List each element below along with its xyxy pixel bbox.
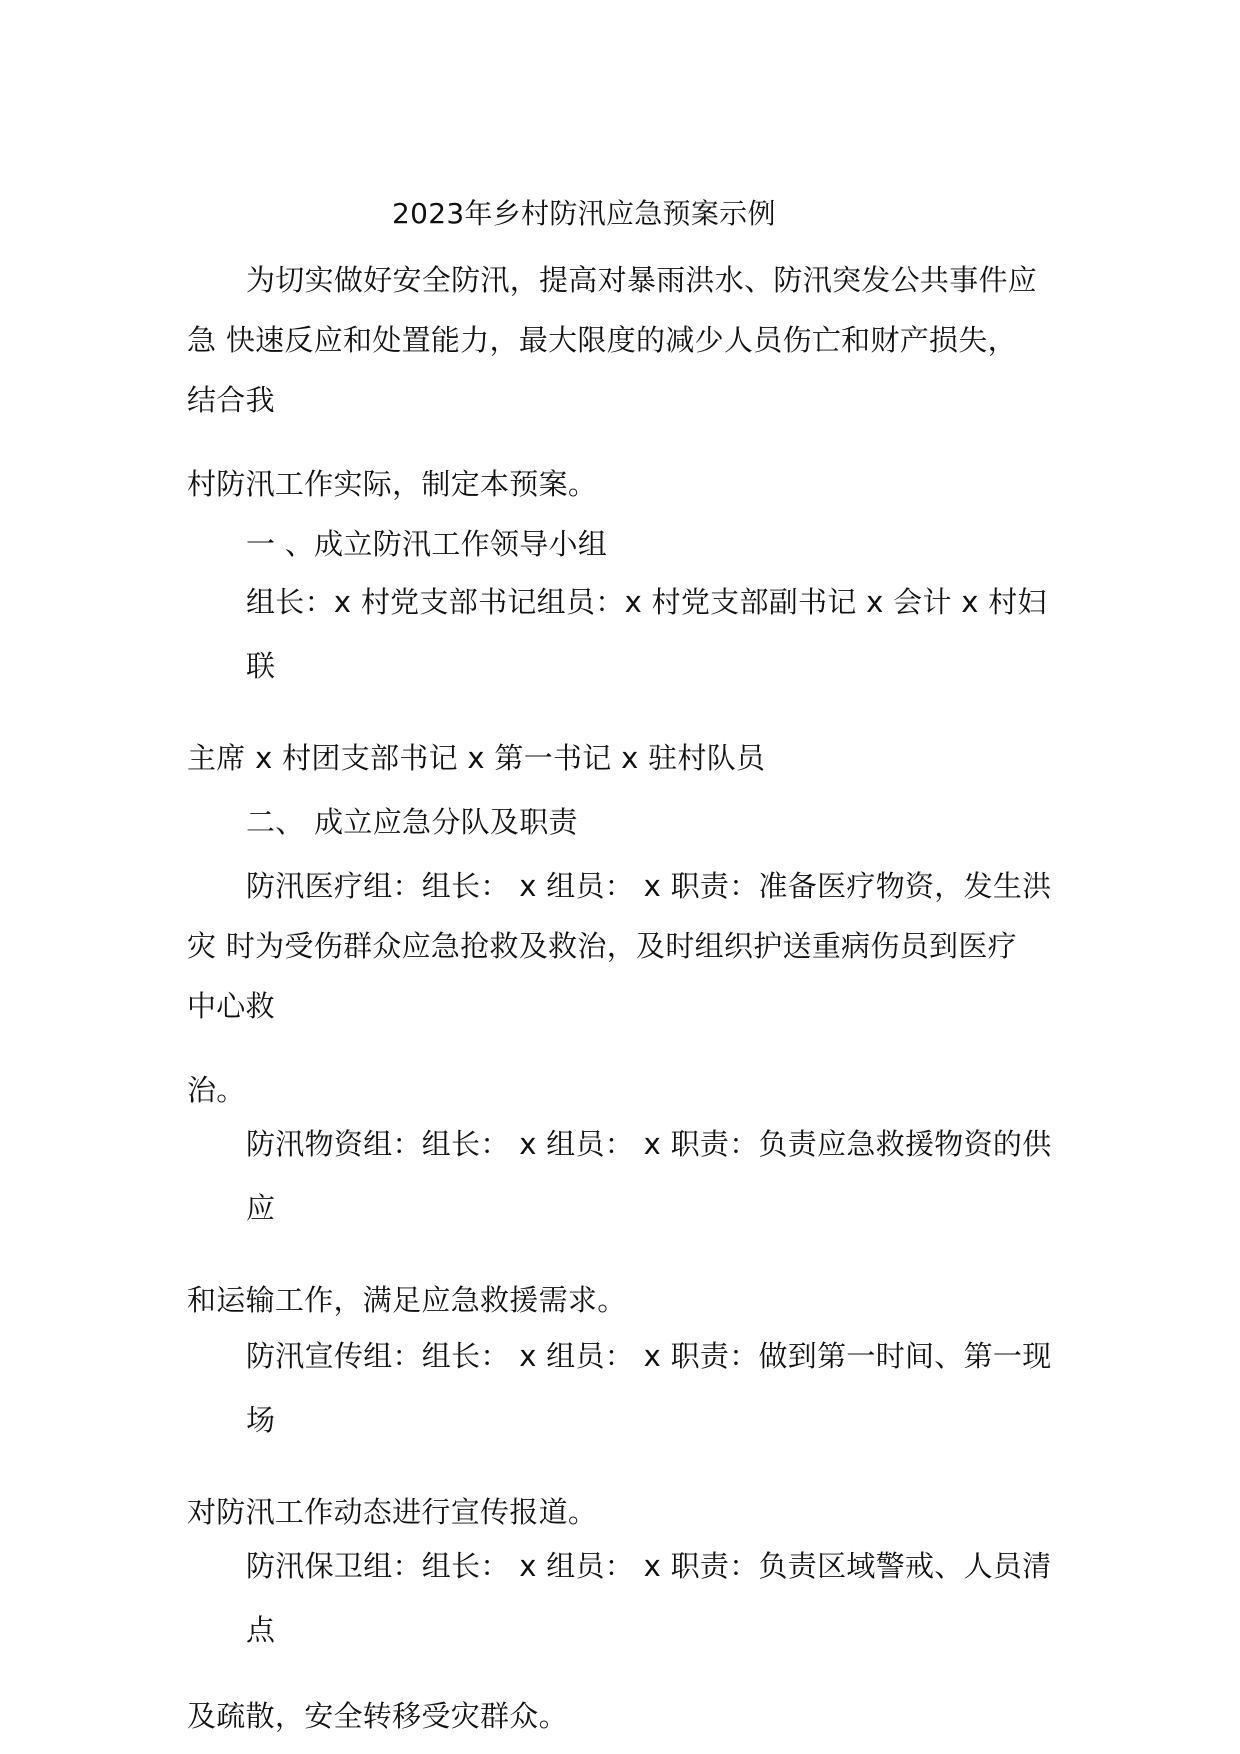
section2-heading: 二、 成立应急分队及职责 bbox=[246, 805, 578, 839]
medical-line-1: 防汛医疗组：组长： x 组员： x 职责：准备医疗物资，发生洪 bbox=[246, 869, 1052, 903]
supplies-line-3: 和运输工作，满足应急救援需求。 bbox=[187, 1283, 627, 1317]
intro-line-1: 为切实做好安全防汛，提高对暴雨洪水、防汛突发公共事件应 bbox=[246, 263, 1038, 297]
supplies-line-1: 防汛物资组：组长： x 组员： x 职责：负责应急救援物资的供 bbox=[246, 1127, 1052, 1161]
medical-line-3: 中心救 bbox=[187, 989, 275, 1023]
publicity-line-1: 防汛宣传组：组长： x 组员： x 职责：做到第一时间、第一现 bbox=[246, 1339, 1052, 1373]
section1-heading: 一 、成立防汛工作领导小组 bbox=[246, 527, 608, 561]
document-title: 2023年乡村防汛应急预案示例 bbox=[392, 197, 776, 230]
section1-line-3: 主席 x 村团支部书记 x 第一书记 x 驻村队员 bbox=[187, 741, 766, 775]
section1-line-2: 联 bbox=[246, 649, 276, 683]
publicity-line-2: 场 bbox=[246, 1403, 276, 1437]
medical-line-2: 灾 时为受伤群众应急抢救及救治，及时组织护送重病伤员到医疗 bbox=[187, 929, 1017, 963]
security-line-3: 及疏散，安全转移受灾群众。 bbox=[187, 1699, 568, 1733]
section1-line-1: 组长：x 村党支部书记组员：x 村党支部副书记 x 会计 x 村妇 bbox=[246, 585, 1047, 619]
supplies-line-2: 应 bbox=[246, 1191, 276, 1225]
intro-line-4: 村防汛工作实际，制定本预案。 bbox=[187, 467, 598, 501]
medical-line-4: 治。 bbox=[187, 1073, 246, 1107]
intro-line-3: 结合我 bbox=[187, 383, 275, 417]
publicity-line-3: 对防汛工作动态进行宣传报道。 bbox=[187, 1495, 598, 1529]
intro-line-2: 急 快速反应和处置能力，最大限度的减少人员伤亡和财产损失， bbox=[187, 323, 1017, 357]
security-line-1: 防汛保卫组：组长： x 组员： x 职责：负责区域警戒、人员清 bbox=[246, 1549, 1052, 1583]
security-line-2: 点 bbox=[246, 1613, 276, 1647]
